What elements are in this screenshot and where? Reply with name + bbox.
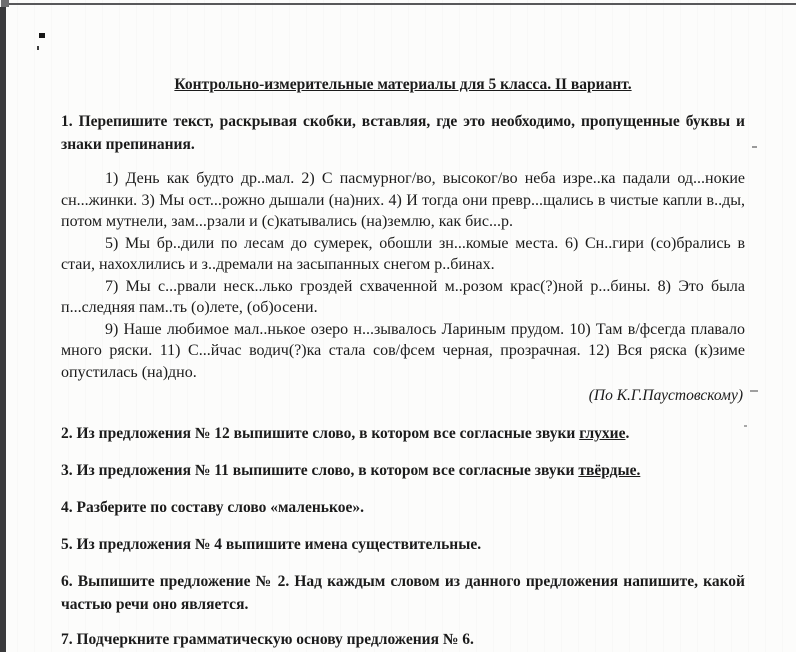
- task-1-text: 1. Перепишите текст, раскрывая скобки, вставляя, где это необходимо, пропущенные буквы и знаки препинания.: [61, 113, 745, 153]
- task-5-text: 5. Из предложения № 4 выпишите имена существительные.: [61, 536, 482, 553]
- task-4-text: 4. Разберите по составу слово «маленькое».: [61, 499, 364, 516]
- task-1: [61, 110, 745, 156]
- scan-speck: [750, 390, 758, 392]
- task-5: [61, 533, 745, 556]
- task-3-text: 3. Из предложения № 11 выпишите слово, в котором все согласные звуки: [61, 462, 579, 479]
- task-2-text: 2. Из предложения № 12 выпишите слово, в котором все согласные звуки: [61, 425, 580, 442]
- task-4: [61, 496, 745, 519]
- task-6-text: 6. Выпишите предложение № 2. Над каждым словом из данного предложения напишите, какой частью речи оно является.: [61, 573, 745, 613]
- task-7: [61, 628, 745, 651]
- dictation-paragraph-2: 5) Мы бр..дили по лесам до сумерек, обошли зн...комые места. 6) Сн..гири (со)брались в стаи, нахохлились и з..дремали на засыпанных снегом р..бинах.: [61, 234, 745, 273]
- scan-speck: [752, 146, 757, 148]
- scan-speck: [37, 46, 39, 50]
- author-attribution: (По К.Г.Паустовскому): [588, 387, 743, 404]
- task-3-underlined-word: твёрдые.: [578, 462, 641, 479]
- scan-corner-mark: [1, 0, 9, 7]
- scan-left-border: [0, 7, 6, 652]
- task-2-underlined-word: глухие: [579, 425, 626, 442]
- page-title: Контрольно-измерительные материалы для 5 класса. II вариант.: [174, 76, 632, 93]
- document-content: [61, 74, 745, 651]
- tasks-list: [61, 422, 745, 651]
- task-7-text: 7. Подчеркните грамматическую основу предложения № 6.: [61, 631, 474, 648]
- task-2: 2. Из предложения № 12 выпишите слово, в котором все согласные звуки глухие.: [61, 425, 630, 442]
- scan-top-edge-line: [6, 3, 796, 5]
- task-3: [61, 459, 745, 482]
- task-6: [61, 570, 745, 616]
- dictation-paragraph-1: 1) День как будто др..мал. 2) С пасмурног/во, высоког/во неба изре..ка падали од...нокие сн...жинки. 3) Мы ост...рожно дышали (на)них. 4) И тогда они превр...щались в чистые капли в..ды, потом мутнели, зам...рзали и (с)катывались (на)землю, как бис...р.: [61, 170, 745, 230]
- dictation-text: [61, 168, 745, 383]
- dictation-paragraph-3: 7) Мы с...рвали неск..лько гроздей схваченной м..розом крас(?)ной р...бины. 8) Это была п...следняя пам..ть (о)лете, (об)осени.: [61, 277, 745, 316]
- dictation-paragraph-4: 9) Наше любимое мал..нькое озеро н...зывалось Лариным прудом. 10) Там в/фсегда плавало много ряски. 11) С...йчас водич(?)ка стала сов/фсем черная, прозрачная. 12) Вся ряска (к)зиме опустилась (на)дно.: [61, 320, 745, 381]
- scan-speck: [39, 33, 45, 38]
